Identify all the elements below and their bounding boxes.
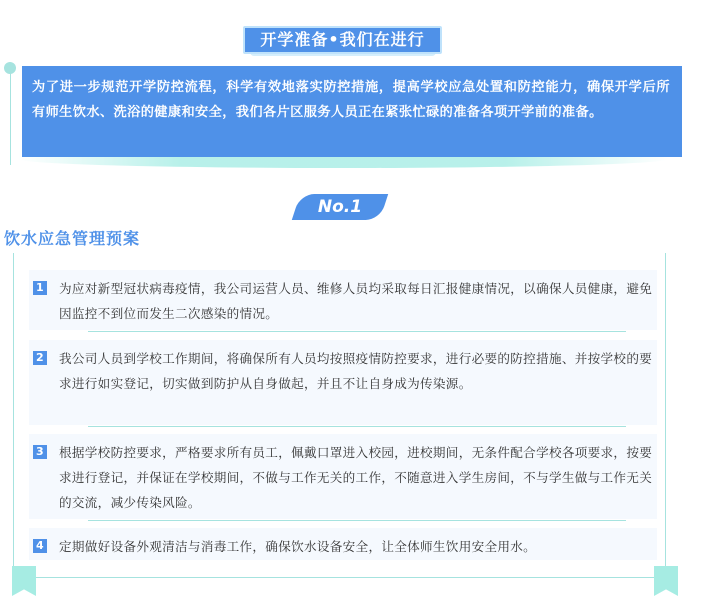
item-text: 根据学校防控要求，严格要求所有员工，佩戴口罩进入校园，进校期间，无条件配合学校各项要求，按要求进行登记，并保证在学校期间，不做与工作无关的工作，不随意进入学生房间，不与学生做与工作无关的交流，减少传染风险。 [59, 445, 653, 510]
divider [88, 426, 626, 427]
item-text: 为应对新型冠状病毒疫情，我公司运营人员、维修人员均采取每日汇报健康情况，以确保人员健康，避免因监控不到位而发生二次感染的情况。 [59, 281, 653, 321]
section-heading: 饮水应急管理预案 [4, 229, 141, 248]
divider [88, 331, 626, 332]
section-number-label: No.1 [317, 197, 363, 217]
left-decor-dot [4, 62, 16, 74]
item-number: 3 [33, 445, 47, 459]
left-decor-line [10, 70, 11, 165]
intro-paragraph: 为了进一步规范开学防控流程，科学有效地落实防控措施，提高学校应急处置和防控能力，确保开学后所有师生饮水、洗浴的健康和安全，我们各片区服务人员正在紧张忙碌的准备各项开学前的准备。 [22, 66, 682, 157]
list-item [29, 340, 657, 425]
list-item [29, 270, 657, 330]
item-text: 定期做好设备外观清洁与消毒工作，确保饮水设备安全，让全体师生饮用安全用水。 [59, 539, 537, 554]
corner-ribbon-left [12, 566, 36, 596]
corner-ribbon-right [654, 566, 678, 596]
divider [88, 520, 626, 521]
list-item [29, 528, 657, 560]
list-item [29, 434, 657, 519]
page-title: 开学准备•我们在进行 [243, 26, 442, 54]
item-number: 1 [33, 281, 47, 295]
item-number: 4 [33, 539, 47, 553]
item-number: 2 [33, 351, 47, 365]
item-text: 我公司人员到学校工作期间，将确保所有人员均按照疫情防控要求，进行必要的防控措施、并按学校的要求进行如实登记，切实做到防护从自身做起，并且不让自身成为传染源。 [59, 351, 653, 391]
